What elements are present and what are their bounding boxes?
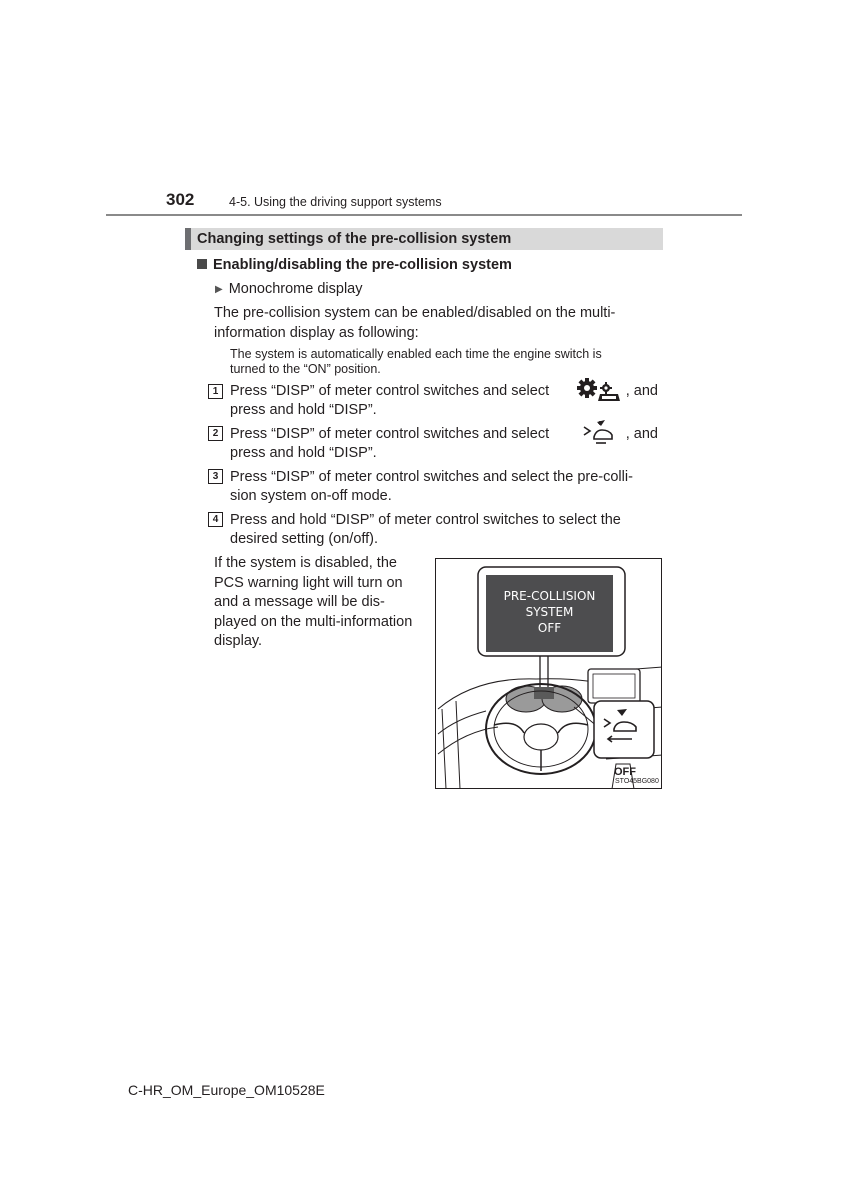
disabled-info-paragraph xyxy=(214,554,424,652)
display-message-line-3: OFF xyxy=(537,621,562,635)
step-1-line-1b: , and xyxy=(625,383,658,399)
disabled-info-line-3: and a message will be dis- xyxy=(214,594,385,610)
disabled-info-line-5: display. xyxy=(214,633,263,649)
dashboard-illustration xyxy=(435,558,662,789)
step-number-4: 4 xyxy=(208,512,223,527)
display-mode-text: Monochrome display xyxy=(228,281,363,297)
intro-paragraph xyxy=(214,303,658,343)
step-2-line-2: press and hold “DISP”. xyxy=(230,445,377,461)
step-3-text xyxy=(230,468,658,506)
note-paragraph xyxy=(230,347,658,377)
square-bullet-icon xyxy=(197,259,207,269)
disabled-info-line-2: PCS warning light will turn on xyxy=(214,574,403,591)
page-number: 302 xyxy=(166,190,195,209)
disabled-info-line-4: played on the multi-information xyxy=(214,613,413,630)
step-1-line-2: press and hold “DISP”. xyxy=(230,402,377,418)
subsection-heading xyxy=(197,257,512,273)
step-2-line-1a: Press “DISP” of meter control switches and select xyxy=(230,426,550,442)
note-line-2: turned to the “ON” position. xyxy=(230,362,381,376)
display-message-line-2: SYSTEM xyxy=(525,605,574,619)
intro-line-1: The pre-collision system can be enabled/disabled on the multi- xyxy=(214,305,616,321)
step-2-line-1b: , and xyxy=(625,426,658,442)
step-4-line-1: Press and hold “DISP” of meter control switches to select the xyxy=(230,512,621,528)
step-number-2: 2 xyxy=(208,426,223,441)
pcs-warning-icon xyxy=(582,419,616,445)
note-line-1: The system is automatically enabled each time the engine switch is xyxy=(230,347,602,361)
display-mode-label xyxy=(215,281,363,297)
display-message-line-1: PRE-COLLISION xyxy=(503,589,596,603)
triangle-bullet-icon: ▶ xyxy=(215,284,223,295)
step-1-line-1a: Press “DISP” of meter control switches and select xyxy=(230,383,550,399)
settings-gear-car-icon xyxy=(576,377,622,403)
header-divider xyxy=(106,214,742,216)
step-4-line-2: desired setting (on/off). xyxy=(230,531,379,547)
section-title: Changing settings of the pre-collision system xyxy=(197,231,512,247)
step-3-line-2: sion system on-off mode. xyxy=(230,488,392,504)
disabled-info-line-1: If the system is disabled, the xyxy=(214,555,397,571)
section-title-bar xyxy=(185,228,663,250)
warning-light-off-label: OFF xyxy=(614,766,636,778)
step-number-1: 1 xyxy=(208,384,223,399)
step-4-text xyxy=(230,511,658,549)
step-number-3: 3 xyxy=(208,469,223,484)
intro-line-2: information display as following: xyxy=(214,325,419,341)
figure-code: STO45BG080 xyxy=(615,778,659,785)
display-message xyxy=(486,588,613,636)
document-id: C-HR_OM_Europe_OM10528E xyxy=(128,1082,325,1098)
subsection-title: Enabling/disabling the pre-collision system xyxy=(213,257,512,273)
section-path: 4-5. Using the driving support systems xyxy=(229,195,442,209)
step-3-line-1: Press “DISP” of meter control switches and select the pre-colli- xyxy=(230,469,633,485)
